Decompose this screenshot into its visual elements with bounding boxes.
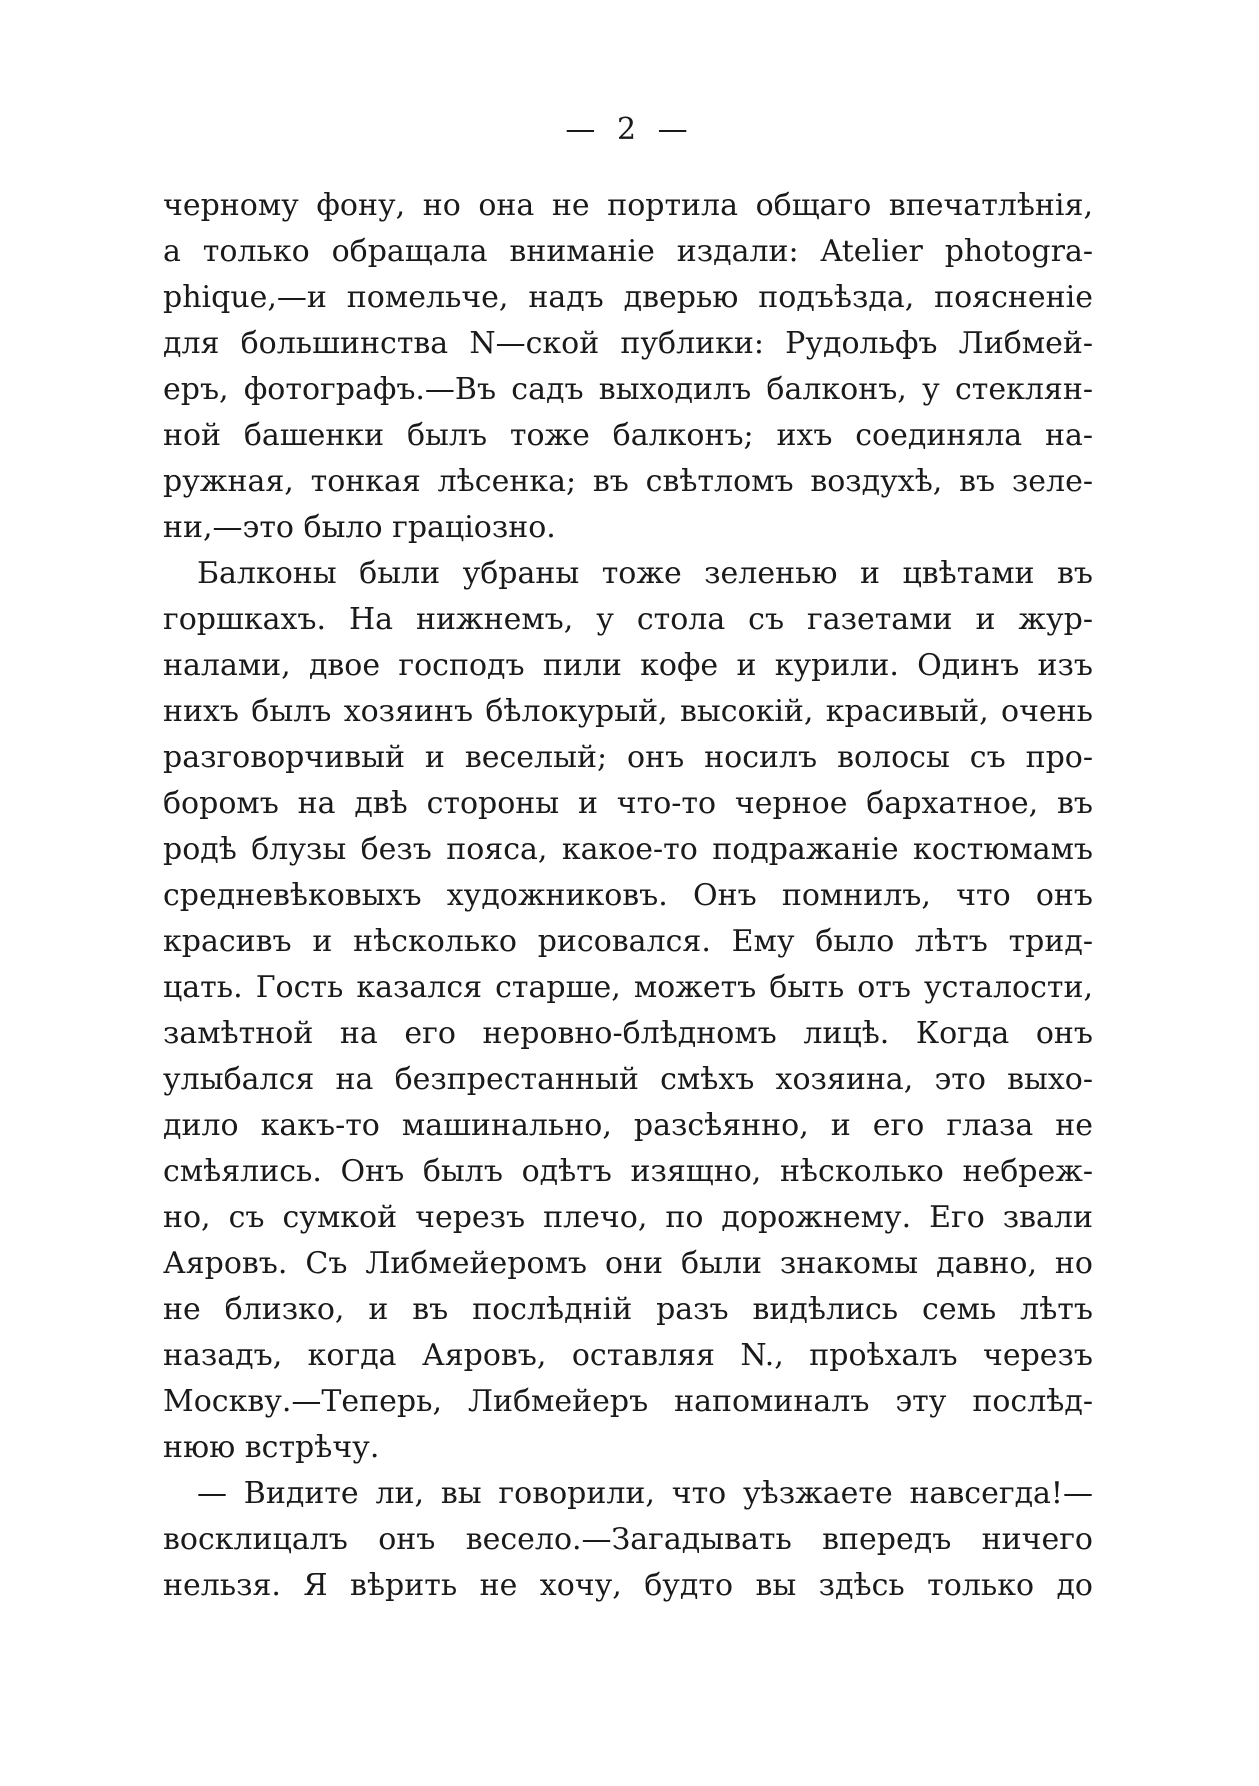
text-line: средневѣковыхъ художниковъ. Онъ помнилъ, что онъ: [163, 878, 1093, 913]
text-line: нихъ былъ хозяинъ бѣлокурый, высокій, красивый, очень: [163, 694, 1093, 729]
text-line: восклицалъ онъ весело.—Загадывать впередъ ничего: [163, 1522, 1093, 1557]
text-line: Аяровъ. Съ Либмейеромъ они были знакомы давно, но: [163, 1246, 1093, 1281]
text-line: но, съ сумкой черезъ плечо, по дорожнему. Его звали: [163, 1200, 1093, 1235]
text-line: Балконы были убраны тоже зеленью и цвѣтами въ: [197, 556, 1093, 591]
text-line: ружная, тонкая лѣсенка; въ свѣтломъ воздухѣ, въ зеле-: [163, 464, 1093, 499]
text-line: замѣтной на его неровно-блѣдномъ лицѣ. Когда онъ: [163, 1016, 1093, 1051]
text-line: нюю встрѣчу.: [163, 1430, 380, 1465]
text-line: Москву.—Теперь, Либмейеръ напоминалъ эту послѣд-: [163, 1384, 1093, 1419]
text-line: дило какъ-то машинально, разсѣянно, и его глаза не: [163, 1108, 1093, 1143]
text-line: налами, двое господъ пили кофе и курили. Одинъ изъ: [163, 648, 1093, 683]
text-line: улыбался на безпрестанный смѣхъ хозяина, это выхо-: [163, 1062, 1093, 1097]
text-line: не близко, и въ послѣдній разъ видѣлись семь лѣтъ: [163, 1292, 1093, 1327]
text-line: ной башенки былъ тоже балконъ; ихъ соединяла на-: [163, 418, 1093, 453]
text-line: нельзя. Я вѣрить не хочу, будто вы здѣсь только до: [163, 1568, 1093, 1603]
text-line: ни,—это было граціозно.: [163, 510, 556, 545]
text-line: а только обращала вниманіе издали: Atelier photogra-: [163, 234, 1093, 269]
text-line: боромъ на двѣ стороны и что-то черное бархатное, въ: [163, 786, 1093, 821]
text-line: красивъ и нѣсколько рисовался. Ему было лѣтъ трид-: [163, 924, 1093, 959]
text-line: черному фону, но она не портила общаго впечатлѣнія,: [163, 188, 1093, 223]
text-line: родѣ блузы безъ пояса, какое-то подражаніе костюмамъ: [163, 832, 1093, 867]
text-line: для большинства N—ской публики: Рудольфъ Либмей-: [163, 326, 1093, 361]
text-line: назадъ, когда Аяровъ, оставляя N., проѣхалъ черезъ: [163, 1338, 1093, 1373]
text-line: цать. Гость казался старше, можетъ быть отъ усталости,: [163, 970, 1093, 1005]
text-line: смѣялись. Онъ былъ одѣтъ изящно, нѣсколько небреж-: [163, 1154, 1093, 1189]
page-number: — 2 —: [565, 112, 694, 147]
text-line: еръ, фотографъ.—Въ садъ выходилъ балконъ, у стеклян-: [163, 372, 1093, 407]
text-line: phique,—и помельче, надъ дверью подъѣзда, поясненіе: [163, 280, 1093, 315]
text-line: горшкахъ. На нижнемъ, у стола съ газетами и жур-: [163, 602, 1093, 637]
text-line: разговорчивый и веселый; онъ носилъ волосы съ про-: [163, 740, 1093, 775]
body-text: [163, 183, 1093, 1609]
text-line: — Видите ли, вы говорили, что уѣзжаете навсегда!—: [197, 1476, 1093, 1511]
